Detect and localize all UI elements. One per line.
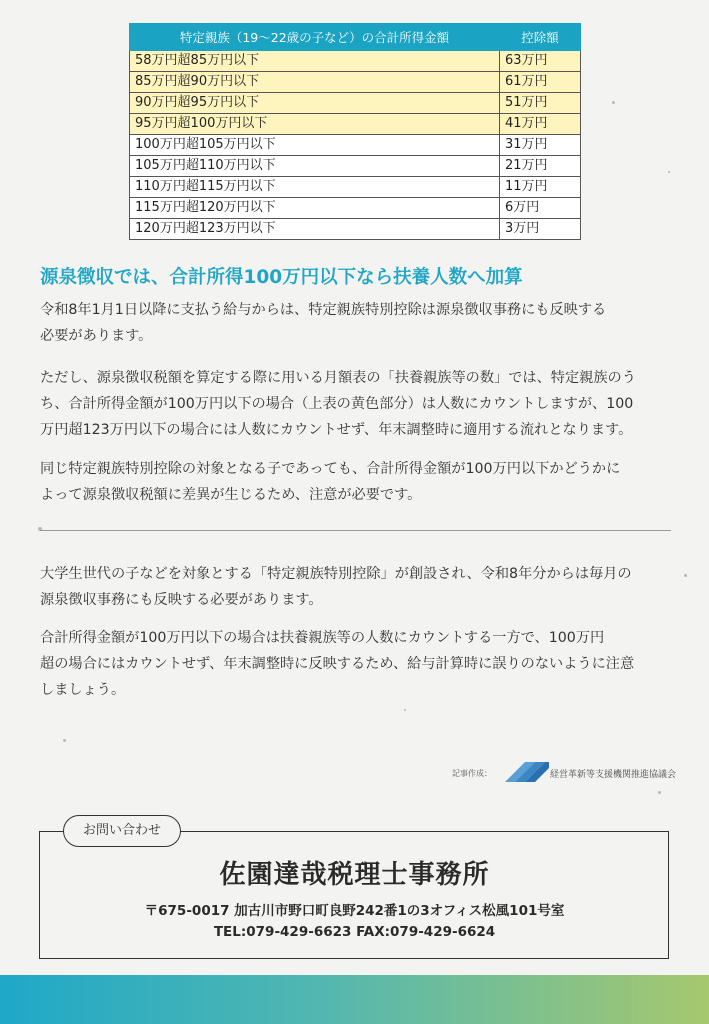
contact-tab-label: お問い合わせ [63, 815, 181, 847]
table-header-row [130, 24, 581, 51]
deduction-table [129, 23, 581, 240]
table-row [130, 177, 581, 198]
amount-cell: 41万円 [500, 114, 581, 135]
paper-speck [63, 739, 66, 742]
text-line: 大学生世代の子などを対象とする「特定親族特別控除」が創設され、令和8年分からは毎月の [40, 566, 632, 582]
section-paragraph-1 [40, 297, 680, 349]
paper-speck [404, 709, 406, 711]
table-row [130, 114, 581, 135]
office-phone-fax: TEL:079-429-6623 FAX:079-429-6624 [213, 924, 496, 940]
paper-speck [612, 101, 615, 104]
amount-cell: 61万円 [500, 72, 581, 93]
office-name: 佐園達哉税理士事務所 [219, 860, 490, 890]
section-divider [40, 530, 671, 531]
income-column-header: 特定親族（19～22歳の子など）の合計所得金額 [130, 24, 500, 51]
amount-cell: 63万円 [500, 51, 581, 72]
text-line: 必要があります。 [40, 328, 153, 344]
table-row [130, 93, 581, 114]
text-line: 合計所得金額が100万円以下の場合は扶養親族等の人数にカウントする一方で、100万円 [40, 630, 605, 646]
table-row [130, 51, 581, 72]
summary-paragraph-1 [40, 561, 680, 613]
amount-cell: 3万円 [500, 219, 581, 240]
section-paragraph-2 [40, 365, 680, 443]
stripes-logo-icon [505, 762, 549, 786]
text-line: 超の場合にはカウントせず、年末調整時に反映するため、給与計算時に誤りのないように注意 [40, 656, 635, 672]
income-cell: 90万円超95万円以下 [130, 93, 500, 114]
text-line: しましょう。 [40, 682, 126, 698]
text-line: 万円超123万円以下の場合には人数にカウントせず、年末調整時に適用する流れとなります。 [40, 422, 633, 438]
credit-organization: 経営革新等支援機関推進協議会 [550, 770, 677, 780]
text-line: ち、合計所得金額が100万円以下の場合（上表の黄色部分）は人数にカウントしますが、100 [40, 396, 634, 412]
income-cell: 110万円超115万円以下 [130, 177, 500, 198]
amount-cell: 51万円 [500, 93, 581, 114]
amount-cell: 31万円 [500, 135, 581, 156]
text-line: 同じ特定親族特別控除の対象となる子であっても、合計所得金額が100万円以下かどうかに [40, 461, 621, 477]
table-row [130, 156, 581, 177]
income-cell: 115万円超120万円以下 [130, 198, 500, 219]
income-cell: 95万円超100万円以下 [130, 114, 500, 135]
section-paragraph-3 [40, 456, 680, 508]
summary-paragraph-2 [40, 625, 680, 703]
paper-speck [658, 791, 661, 794]
amount-cell: 21万円 [500, 156, 581, 177]
text-line: よって源泉徴収税額に差異が生じるため、注意が必要です。 [40, 487, 422, 503]
table-row [130, 198, 581, 219]
office-address: 〒675-0017 加古川市野口町良野242番1の3オフィス松風101号室 [144, 903, 565, 919]
paper-speck [668, 171, 670, 173]
amount-cell: 6万円 [500, 198, 581, 219]
credit-label: 記事作成： [452, 769, 492, 778]
table-row [130, 135, 581, 156]
amount-column-header: 控除額 [500, 24, 581, 51]
table-row [130, 219, 581, 240]
section-headline: 源泉徴収では、合計所得100万円以下なら扶養人数へ加算 [40, 267, 523, 288]
income-cell: 100万円超105万円以下 [130, 135, 500, 156]
paper-speck [684, 574, 687, 577]
footer-gradient-bar [0, 975, 709, 1024]
income-cell: 105万円超110万円以下 [130, 156, 500, 177]
text-line: 令和8年1月1日以降に支払う給与からは、特定親族特別控除は源泉徴収事務にも反映する [40, 302, 607, 318]
table-row [130, 72, 581, 93]
amount-cell: 11万円 [500, 177, 581, 198]
income-cell: 120万円超123万円以下 [130, 219, 500, 240]
text-line: ただし、源泉徴収税額を算定する際に用いる月額表の「扶養親族等の数」では、特定親族のう [40, 370, 636, 386]
income-cell: 85万円超90万円以下 [130, 72, 500, 93]
text-line: 源泉徴収事務にも反映する必要があります。 [40, 592, 323, 608]
income-cell: 58万円超85万円以下 [130, 51, 500, 72]
